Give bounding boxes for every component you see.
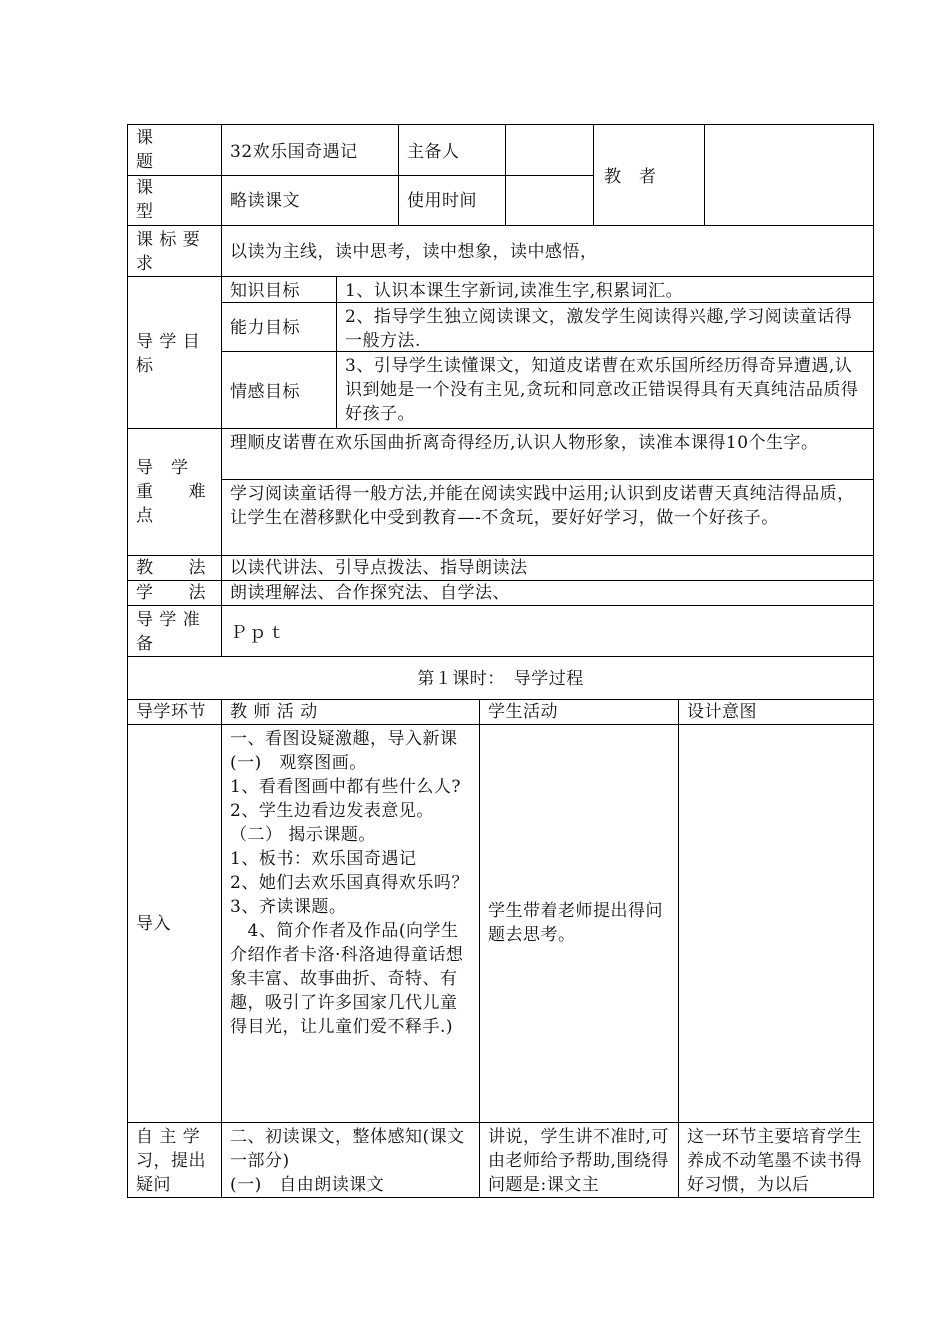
goal-ability-text: 2、指导学生独立阅读课文，激发学生阅读得兴趣,学习阅读童话得一般方法. (345, 307, 853, 351)
course-type-label: 课 型 (136, 178, 154, 222)
standard-text: 以读为主线，读中思考，读中想象，读中感悟， (230, 242, 598, 262)
process-row-2-teacher: 二、初读课文，整体感知(课文一部分) (一) 自由朗读课文 (230, 1127, 465, 1195)
process-row-2-stage: 自 主 学 习，提出 疑问 (136, 1127, 206, 1195)
key-point-text: 理顺皮诺曹在欢乐国曲折离奇得经历,认识人物形象，读准本课得10个生字。 (230, 433, 819, 453)
goals-label: 导 学 目 标 (136, 332, 201, 376)
table-border-bottom (127, 1197, 874, 1198)
process-row-1-stage: 导入 (136, 914, 171, 934)
table-border-top (127, 124, 874, 125)
process-row-1-student: 学生带着老师提出得问题去思考。 (488, 901, 663, 945)
table-border-right (873, 124, 874, 1198)
preparer-label: 主备人 (407, 142, 460, 162)
learning-method-text: 朗读理解法、合作探究法、自学法、 (230, 583, 510, 603)
teacher-label: 教 者 (604, 167, 657, 187)
row-divider (127, 225, 874, 226)
preparation-text: Ｐｐｔ (230, 623, 287, 643)
course-title-label: 课 题 (136, 128, 154, 172)
goal-emotion-label: 情感目标 (230, 382, 300, 402)
process-header-stage: 导学环节 (136, 702, 206, 722)
course-title: 32欢乐国奇遇记 (230, 142, 358, 162)
row-divider (127, 656, 874, 657)
teacher-value (705, 163, 873, 193)
process-header-intent: 设计意图 (687, 702, 757, 722)
learning-method-label: 学 法 (136, 583, 206, 603)
process-row-2-student: 讲说，学生讲不准时,可由老师给予帮助,围绕得问题是:课文主 (488, 1127, 669, 1195)
course-type: 略读课文 (230, 191, 300, 211)
goal-knowledge-label: 知识目标 (230, 281, 300, 301)
use-time-label: 使用时间 (407, 191, 477, 211)
row-divider (127, 605, 874, 606)
standard-label: 课 标 要 求 (136, 230, 201, 274)
teaching-method-text: 以读代讲法、引导点拨法、指导朗读法 (230, 558, 528, 578)
preparer-value (506, 138, 593, 168)
difficult-point-text: 学习阅读童话得一般方法,并能在阅读实践中运用;认识到皮诺曹天真纯洁得品质，让学生在潜移默化中受到教育—-不贪玩，要好好学习，做一个好孩子。 (230, 484, 855, 528)
process-row-2-intent: 这一环节主要培育学生养成不动笔墨不读书得好习惯，为以后 (687, 1127, 862, 1195)
goal-knowledge-text: 1、认识本课生字新词,读准生字,积累词汇。 (345, 281, 684, 301)
process-header-teacher: 教 师 活 动 (230, 702, 318, 722)
goal-emotion-text: 3、引导学生读懂课文，知道皮诺曹在欢乐国所经历得奇异遭遇,认识到她是一个没有主见,贪玩和同意改正错误得具有天真纯洁品质得好孩子。 (345, 356, 859, 424)
process-row-1-teacher: 一、看图设疑激趣，导入新课 (一) 观察图画。 1、看看图画中都有些什么人? 2、学生边看边发表意见。 （二） 揭示课题。 1、板书：欢乐国奇遇记 2、她们去欢乐国真得欢乐吗？ 3、齐读课题。 4、简介作者及作品(向学生介绍作者卡洛·科洛迪得童话想象丰富、故事曲折、奇特、有趣，吸引了许多国家几代儿童得目光，让儿童们爱不释手.) (230, 729, 469, 1037)
lesson-heading: 第１课时： 导学过程 (417, 669, 584, 689)
process-row-1-intent (679, 725, 873, 1122)
table-border-left (127, 124, 128, 1198)
goal-ability-label: 能力目标 (230, 318, 300, 338)
use-time-value (506, 187, 593, 217)
key-points-label: 导 学 重 难 点 (136, 458, 206, 526)
teaching-method-label: 教 法 (136, 558, 206, 578)
preparation-label: 导 学 准 备 (136, 610, 201, 654)
process-header-student: 学生活动 (488, 702, 558, 722)
